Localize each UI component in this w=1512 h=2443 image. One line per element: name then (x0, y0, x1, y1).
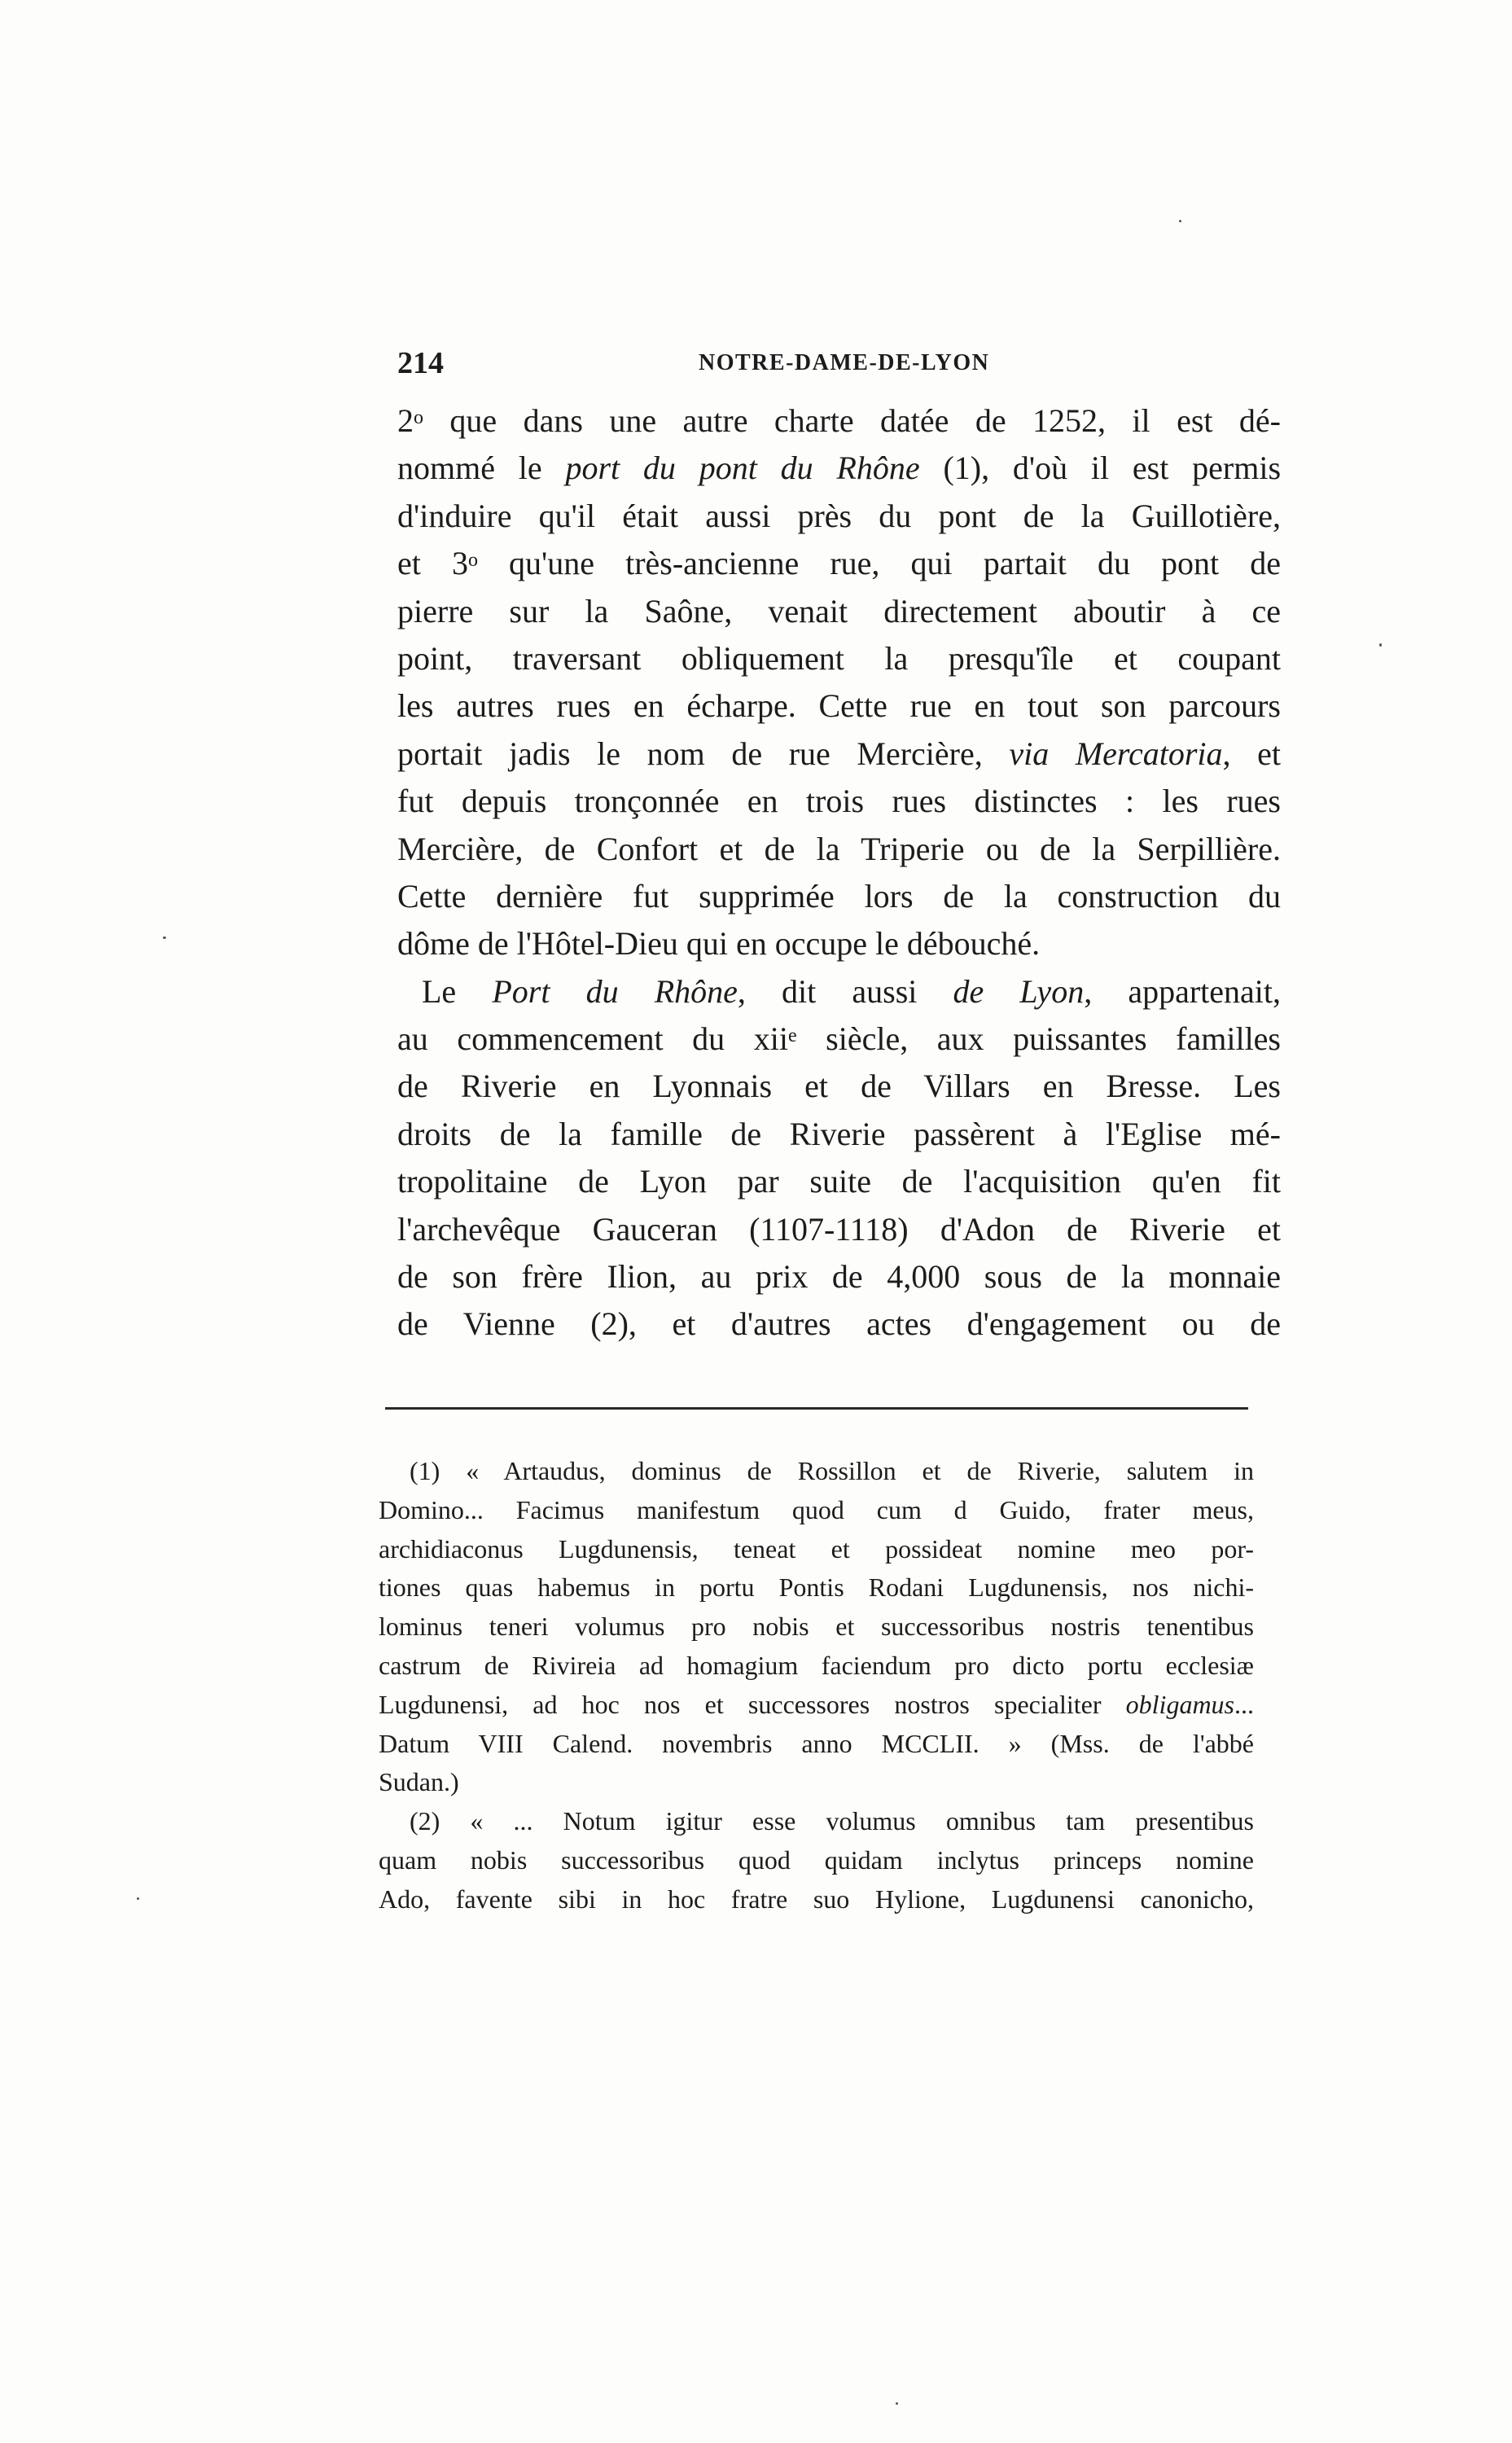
footnote-line: archidiaconus Lugdunensis, teneat et possideat nomine meo por- (379, 1533, 1254, 1564)
footnote-line: Domino... Facimus manifestum quod cum d Guido, frater meus, (379, 1494, 1254, 1524)
page-number: 214 (397, 346, 444, 380)
body-line: tropolitaine de Lyon par suite de l'acquisition qu'en fit (397, 1163, 1281, 1200)
body-line: l'archevêque Gauceran (1107-1118) d'Adon de Riverie et (397, 1210, 1281, 1248)
footnote-line: quam nobis successoribus quod quidam inclytus princeps nomine (379, 1844, 1254, 1875)
body-line: nommé le port du pont du Rhône (1), d'où il est permis (397, 450, 1282, 487)
footnote-line: castrum de Rivireia ad homagium faciendum pro dicto portu ecclesiæ (379, 1650, 1254, 1680)
body-line: de Vienne (2), et d'autres actes d'engagement ou de (397, 1305, 1281, 1343)
body-line: au commencement du xii$^e$ siècle, aux puissantes familles (397, 1020, 1281, 1058)
footnote-line: (2) « ... Notum igitur esse volumus omnibus tam presentibus (410, 1806, 1254, 1836)
footnote-line: lominus teneri volumus pro nobis et successoribus nostris tenentibus (379, 1612, 1254, 1642)
body-line: de Riverie en Lyonnais et de Villars en Bresse. Les (397, 1068, 1281, 1105)
body-line: Mercière, de Confort et de la Triperie ou de la Serpillière. (397, 830, 1281, 867)
body-line: de son frère Ilion, au prix de 4,000 sous de la monnaie (397, 1258, 1281, 1296)
body-line: pierre sur la Saône, venait directement aboutir à ce (397, 592, 1281, 629)
scan-speck (163, 936, 166, 939)
footnote-line: Sudan.) (379, 1767, 459, 1797)
footnote-line: Ado, favente sibi in hoc fratre suo Hylione, Lugdunensi canonicho, (379, 1884, 1254, 1914)
body-line: portait jadis le nom de rue Mercière, via Mercatoria, et (397, 735, 1282, 772)
body-line: point, traversant obliquement la presqu'île et coupant (397, 639, 1281, 677)
footnote-line: tiones quas habemus in portu Pontis Rodani Lugdunensis, nos nichi- (379, 1572, 1254, 1603)
body-line: droits de la famille de Riverie passèrent à l'Eglise mé- (397, 1115, 1281, 1152)
scan-speck (1379, 643, 1382, 647)
body-line: d'induire qu'il était aussi près du pont de la Guillotière, (397, 497, 1281, 534)
body-line: Cette dernière fut supprimée lors de la construction du (397, 877, 1281, 914)
body-line: les autres rues en écharpe. Cette rue en tout son parcours (397, 687, 1281, 725)
body-line: dôme de l'Hôtel-Dieu qui en occupe le débouché. (397, 925, 1041, 963)
page-header (397, 340, 1281, 389)
body-line: fut depuis tronçonnée en trois rues distinctes : les rues (397, 783, 1281, 820)
body-line: 2$^o$ que dans une autre charte datée de 1252, il est dé- (397, 402, 1281, 439)
scan-speck (137, 1897, 139, 1900)
footnote-line: (1) « Artaudus, dominus de Rossillon et de Riverie, salutem in (410, 1456, 1254, 1485)
body-line: Le Port du Rhône, dit aussi de Lyon, appartenait, (422, 972, 1282, 1010)
scan-speck (1179, 220, 1181, 222)
body-text (397, 397, 1281, 1349)
running-head: NOTRE-DAME-DE-LYON (699, 350, 990, 375)
footnote-line: Lugdunensi, ad hoc nos et successores nostros specialiter obligamus... (379, 1689, 1254, 1719)
scan-speck (896, 2402, 898, 2405)
footnotes (379, 1452, 1254, 1919)
body-line: et 3$^o$ qu'une très-ancienne rue, qui partait du pont de (397, 545, 1281, 582)
footnote-line: Datum VIII Calend. novembris anno MCCLII. » (Mss. de l'abbé (379, 1728, 1254, 1758)
footnote-divider (385, 1407, 1248, 1410)
